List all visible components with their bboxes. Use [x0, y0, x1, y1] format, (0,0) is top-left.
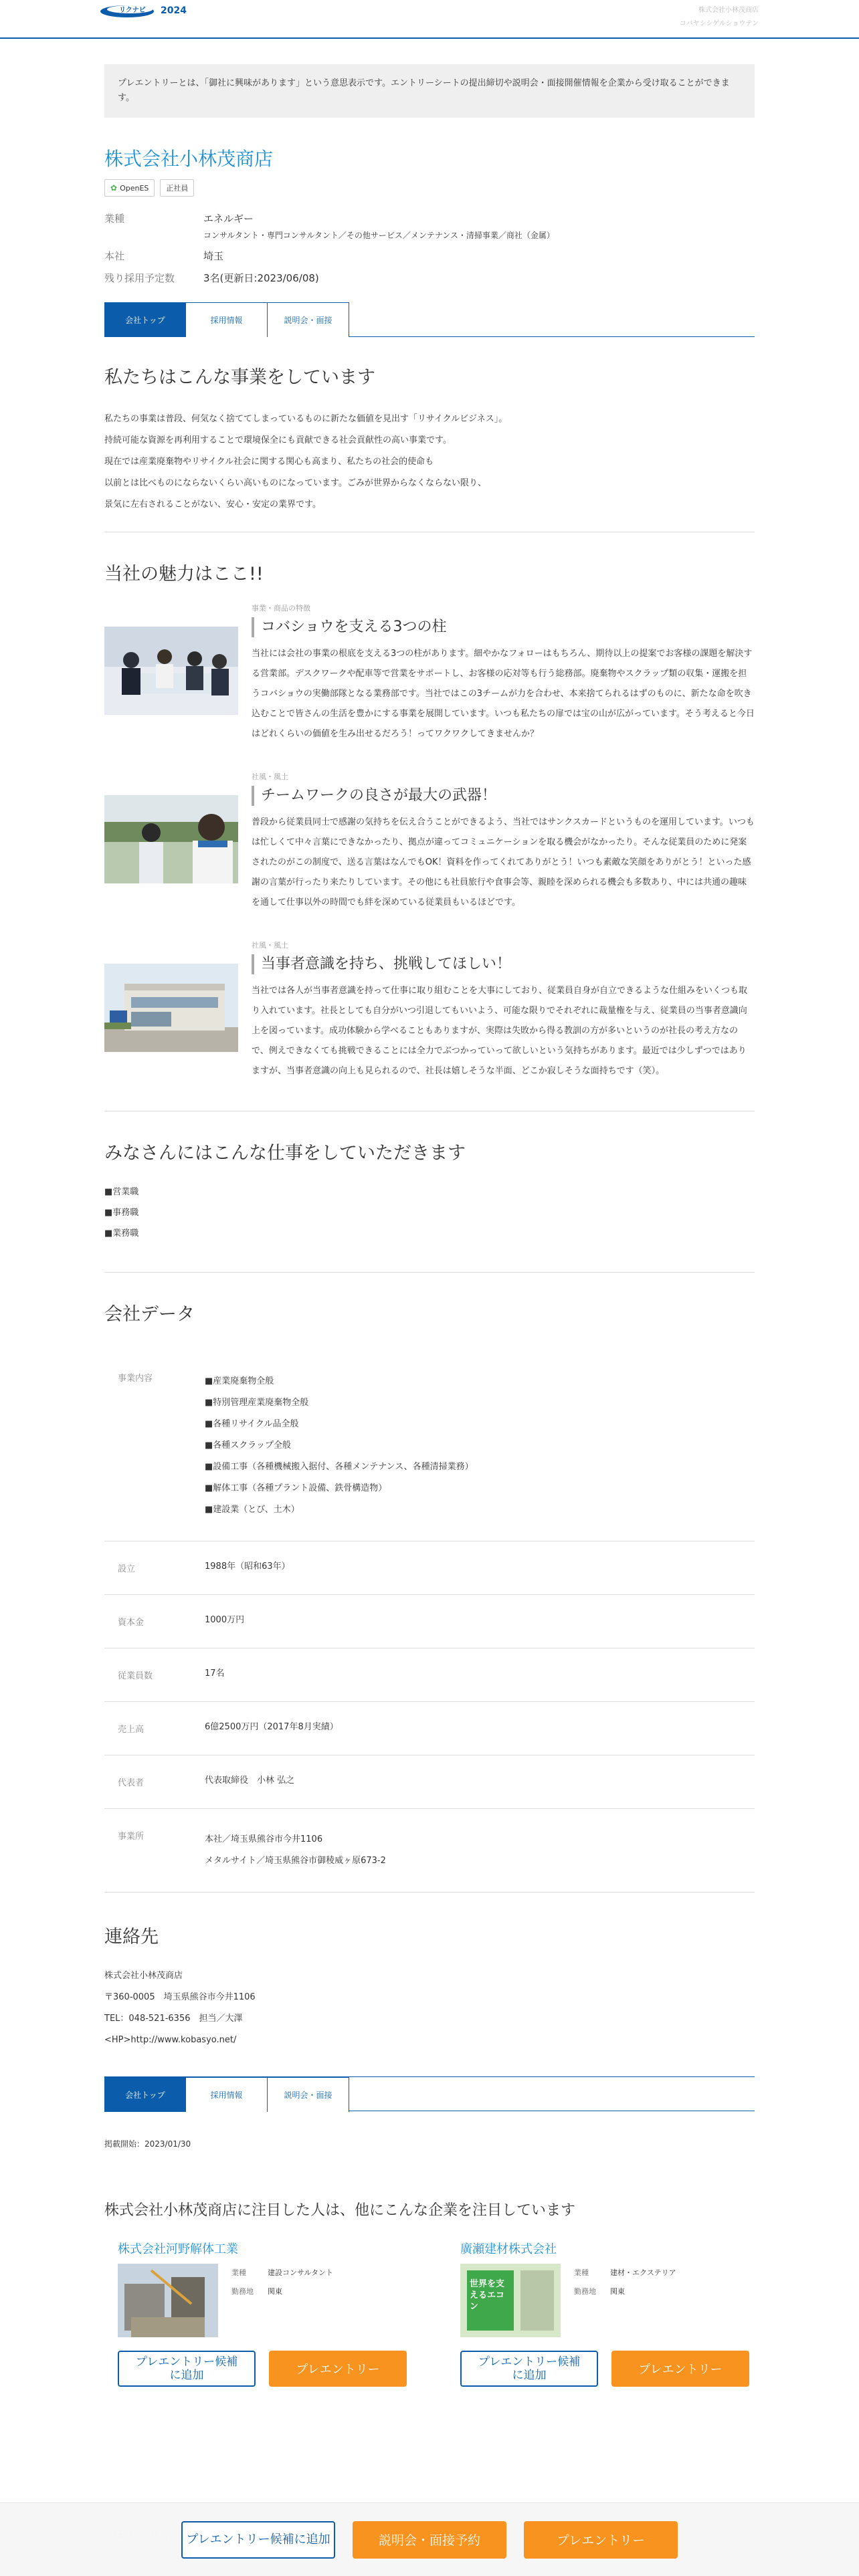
card-photo: [460, 2264, 561, 2337]
tab-company-top[interactable]: 会社トップ: [104, 2077, 186, 2112]
main-content: [104, 64, 755, 2387]
site-header: [0, 0, 859, 39]
data-row-offices: 事業所 本社／埼玉県熊谷市今井1106 メタルサイト／埼玉県熊谷市御稜威ヶ原673-2: [104, 1809, 755, 1893]
data-row-founded: 設立 1988年（昭和63年）: [104, 1541, 755, 1595]
card-photo-caption: 世界を支えるエコン: [470, 2279, 505, 2312]
rikunabi-logo[interactable]: [100, 3, 187, 19]
card-location: 関東: [610, 2287, 625, 2296]
appeal-category: 社風・風土: [252, 772, 288, 781]
tab-recruit-info[interactable]: 採用情報: [186, 2077, 268, 2112]
hq-row: 本社 埼玉: [104, 249, 755, 263]
company-data-title: 会社データ: [104, 1304, 195, 1325]
appeal-text: 当社では各人が当事者意識を持って仕事に取り組むことを大事にしており、従業員自身が自立できるような仕組みをいくつも取り入れています。社長としても自分がいつ引退してもいいよう、可能な限りでそれぞれに裁量権を与え、従業員の当事者意識向上を図っています。成功体験から学べることもありますが、実際は失敗から得る教訓の方が多いというのが社長の考え方なので、例えできなくても挑戦できることには全力でぶつかっていって欲しいという気持ちがあります。最近では少しずつではありますが、当事者意識の向上も見られるので、社長は嬉しそうな半面、どこか寂しそうな面持ちです（笑）。: [252, 986, 748, 1076]
company-tabs-bottom: [104, 2076, 755, 2111]
company-info: [104, 211, 755, 285]
recommend-cards: [104, 2240, 755, 2387]
tab-seminar[interactable]: 説明会・面接: [268, 302, 349, 337]
company-name: 株式会社小林茂商店: [104, 148, 274, 170]
data-row-capital: 資本金 1000万円: [104, 1595, 755, 1648]
appeal-heading: コバショウを支える3つの柱: [252, 617, 755, 637]
recommend-section: [104, 2199, 755, 2387]
tab-seminar[interactable]: 説明会・面接: [268, 2077, 349, 2112]
footer-preentry-button[interactable]: プレエントリー: [524, 2521, 678, 2559]
recommend-title: 株式会社小林茂商店に注目した人は、他にこんな企業を注目しています: [104, 2202, 576, 2219]
header-company-name: 株式会社小林茂商店: [698, 7, 759, 14]
data-row-employees: 従業員数 17名: [104, 1648, 755, 1702]
logo-swoosh-icon: [100, 3, 158, 19]
sticky-action-bar: [0, 2502, 859, 2576]
business-text: 私たちの事業は普段、何気なく捨ててしまっているものに新たな価値を見出す「リサイクルビジネス」。 持続可能な資源を再利用することで環境保全にも貢献できる社会貢献性の高い事業です。 現在では産業廃棄物やリサイクル社会に関する関心も高まり、私たちの社会的使命も 以前とは比べものにならないくらい高いものになっています。ごみが世界からなくならない限り、 景気に左右されることがない、安心・安定の業界です。: [104, 414, 508, 510]
openes-tag: ✿ OpenES: [104, 179, 155, 197]
add-candidate-button[interactable]: プレエントリー候補 に追加: [460, 2351, 598, 2387]
company-data-table: [104, 1351, 755, 1893]
appeal-text: 当社には会社の事業の根底を支える3つの柱があります。細やかなフォローはもちろん、期待以上の提案でお客様の課題を解決する営業部。デスクワークや配車等で営業をサポートし、お客様の応対等も行う総務部。廃棄物やスクラップ類の収集・運搬を担うコバショウの実働部隊となる業務部です。当社ではこの3チームが力を合わせ、本来捨てられるはずのものに、新たな命を吹き込むことで皆さんの生活を豊かにする事業を展開しています。いつも私たちの扉では宝の山が広がっています。そう考えると今日はどれくらいの価値を生み出せるだろう！ってワクワクしてきませんか？: [252, 649, 755, 739]
appeal-heading: チームワークの良さが最大の武器！: [252, 786, 755, 806]
card-industry: 建設コンサルタント: [268, 2268, 334, 2277]
recommend-card: 廣瀬建材株式会社 世界を支えるエコン 業種 建材・エクステリア 勤務地 関東 プレエントリー候補 に追加 プレエントリー: [447, 2240, 763, 2387]
company-tags: [104, 179, 755, 197]
industry-row: 業種 エネルギー コンサルタント・専門コンサルタント／その他サービス／メンテナンス・清掃事業／商社（金属）: [104, 211, 755, 241]
card-industry: 建材・エクステリア: [610, 2268, 676, 2277]
card-company-name[interactable]: 株式会社河野解体工業: [118, 2242, 238, 2256]
appeal-text: 普段から従業員同士で感謝の気持ちを伝え合うことができるよう、当社ではサンクスカードというものを運用しています。いつもは忙しくて中々言葉にできなかったり、拠点が違ってコミュニケーションを取る機会がなかったり。そんな従業員のために発案されたのがこの制度で、送る言葉はなんでもOK！資料を作ってくれてありがとう！いつも素敵な笑顔をありがとう！といった感謝の言葉が行ったり来たりしています。その他にも社員旅行や食事会等、親睦を深められる機会も多数あり、中には共通の趣味を通して仕事以外の時間でも絆を深めている従業員もいるほどです。: [252, 817, 755, 907]
building-photo: [104, 964, 238, 1052]
header-company: [680, 4, 759, 31]
leaf-icon: ✿: [110, 183, 118, 193]
appeal-item: [104, 940, 755, 1081]
work-item: ■事務職: [104, 1208, 139, 1218]
contact-text: 株式会社小林茂商店 〒360-0005 埼玉県熊谷市今井1106 TEL：048-521-6356 担当／大澤 <HP>http://www.kobasyo.net/: [104, 1965, 755, 2051]
tab-recruit-info[interactable]: 採用情報: [186, 302, 268, 337]
work-section: [104, 1138, 755, 1244]
logo-year: 2024: [161, 5, 187, 16]
work-item: ■業務職: [104, 1228, 139, 1239]
footer-add-candidate-button[interactable]: プレエントリー候補に追加: [181, 2521, 335, 2559]
appeal-section: [104, 559, 755, 1081]
recommend-card: 株式会社河野解体工業 業種 建設コンサルタント 勤務地 関東 プレエントリー候補 に追加 プレエントリー: [104, 2240, 420, 2387]
appeal-heading: 当事者意識を持ち、挑戦してほしい！: [252, 954, 755, 974]
data-row-sales: 売上高 6億2500万円（2017年8月実績）: [104, 1702, 755, 1755]
homepage-link[interactable]: <HP>http://www.kobasyo.net/: [104, 2035, 237, 2045]
contact-section: [104, 1922, 755, 2051]
staff-photo: [104, 795, 238, 883]
appeal-item: [104, 771, 755, 913]
add-candidate-button[interactable]: プレエントリー候補 に追加: [118, 2351, 256, 2387]
preentry-button[interactable]: プレエントリー: [611, 2351, 749, 2387]
work-item: ■営業職: [104, 1187, 139, 1197]
appeal-category: 事業・商品の特徴: [252, 604, 310, 613]
company-tabs-top: [104, 302, 755, 337]
appeal-item: [104, 603, 755, 744]
data-row-representative: 代表者 代表取締役 小林 弘之: [104, 1755, 755, 1809]
appeal-title: 当社の魅力はここ!!: [104, 564, 264, 584]
hq-value: 埼玉: [203, 250, 224, 262]
card-photo: [118, 2264, 218, 2337]
industry-sub: コンサルタント・専門コンサルタント／その他サービス／メンテナンス・清掃事業／商社（金属）: [203, 231, 555, 240]
data-row-business: 事業内容 ■産業廃棄物全般 ■特別管理産業廃棄物全般 ■各種リサイクル品全般 ■各種スクラップ全般 ■設備工事（各種機械搬入据付、各種メンテナンス、各種清掃業務） ■解体工事（各種プラント設備、鉄骨構造物） ■建設業（とび、土木）: [104, 1351, 755, 1541]
business-section: [104, 362, 755, 516]
work-list: [104, 1182, 755, 1244]
divider: [104, 1272, 755, 1273]
fulltime-tag: 正社員: [160, 179, 194, 197]
contact-title: 連絡先: [104, 1927, 159, 1947]
card-company-name[interactable]: 廣瀬建材株式会社: [460, 2242, 557, 2256]
card-location: 関東: [268, 2287, 282, 2296]
remaining-row: 残り採用予定数 3名(更新日:2023/06/08): [104, 271, 755, 285]
business-title: 私たちはこんな事業をしています: [104, 367, 375, 388]
appeal-category: 社風・風土: [252, 941, 288, 950]
footer-seminar-button[interactable]: 説明会・面接予約: [353, 2521, 506, 2559]
logo-text: リクナビ: [119, 7, 146, 14]
tab-company-top[interactable]: 会社トップ: [104, 302, 186, 337]
header-company-kana: コバヤシシゲルショウテン: [679, 20, 759, 27]
industry-value: エネルギー: [203, 213, 254, 225]
remaining-value: 3名(更新日:2023/06/08): [203, 272, 319, 284]
meeting-photo: [104, 627, 238, 715]
published-date: 掲載開始：2023/01/30: [104, 2139, 191, 2149]
work-title: みなさんにはこんな仕事をしていただきます: [104, 1143, 466, 1164]
preentry-button[interactable]: プレエントリー: [269, 2351, 407, 2387]
company-data-section: [104, 1299, 755, 1893]
preentry-notice: プレエントリーとは、「御社に興味があります」という意思表示です。エントリーシートの提出締切や説明会・面接開催情報を企業から受け取ることができます。: [104, 64, 755, 118]
